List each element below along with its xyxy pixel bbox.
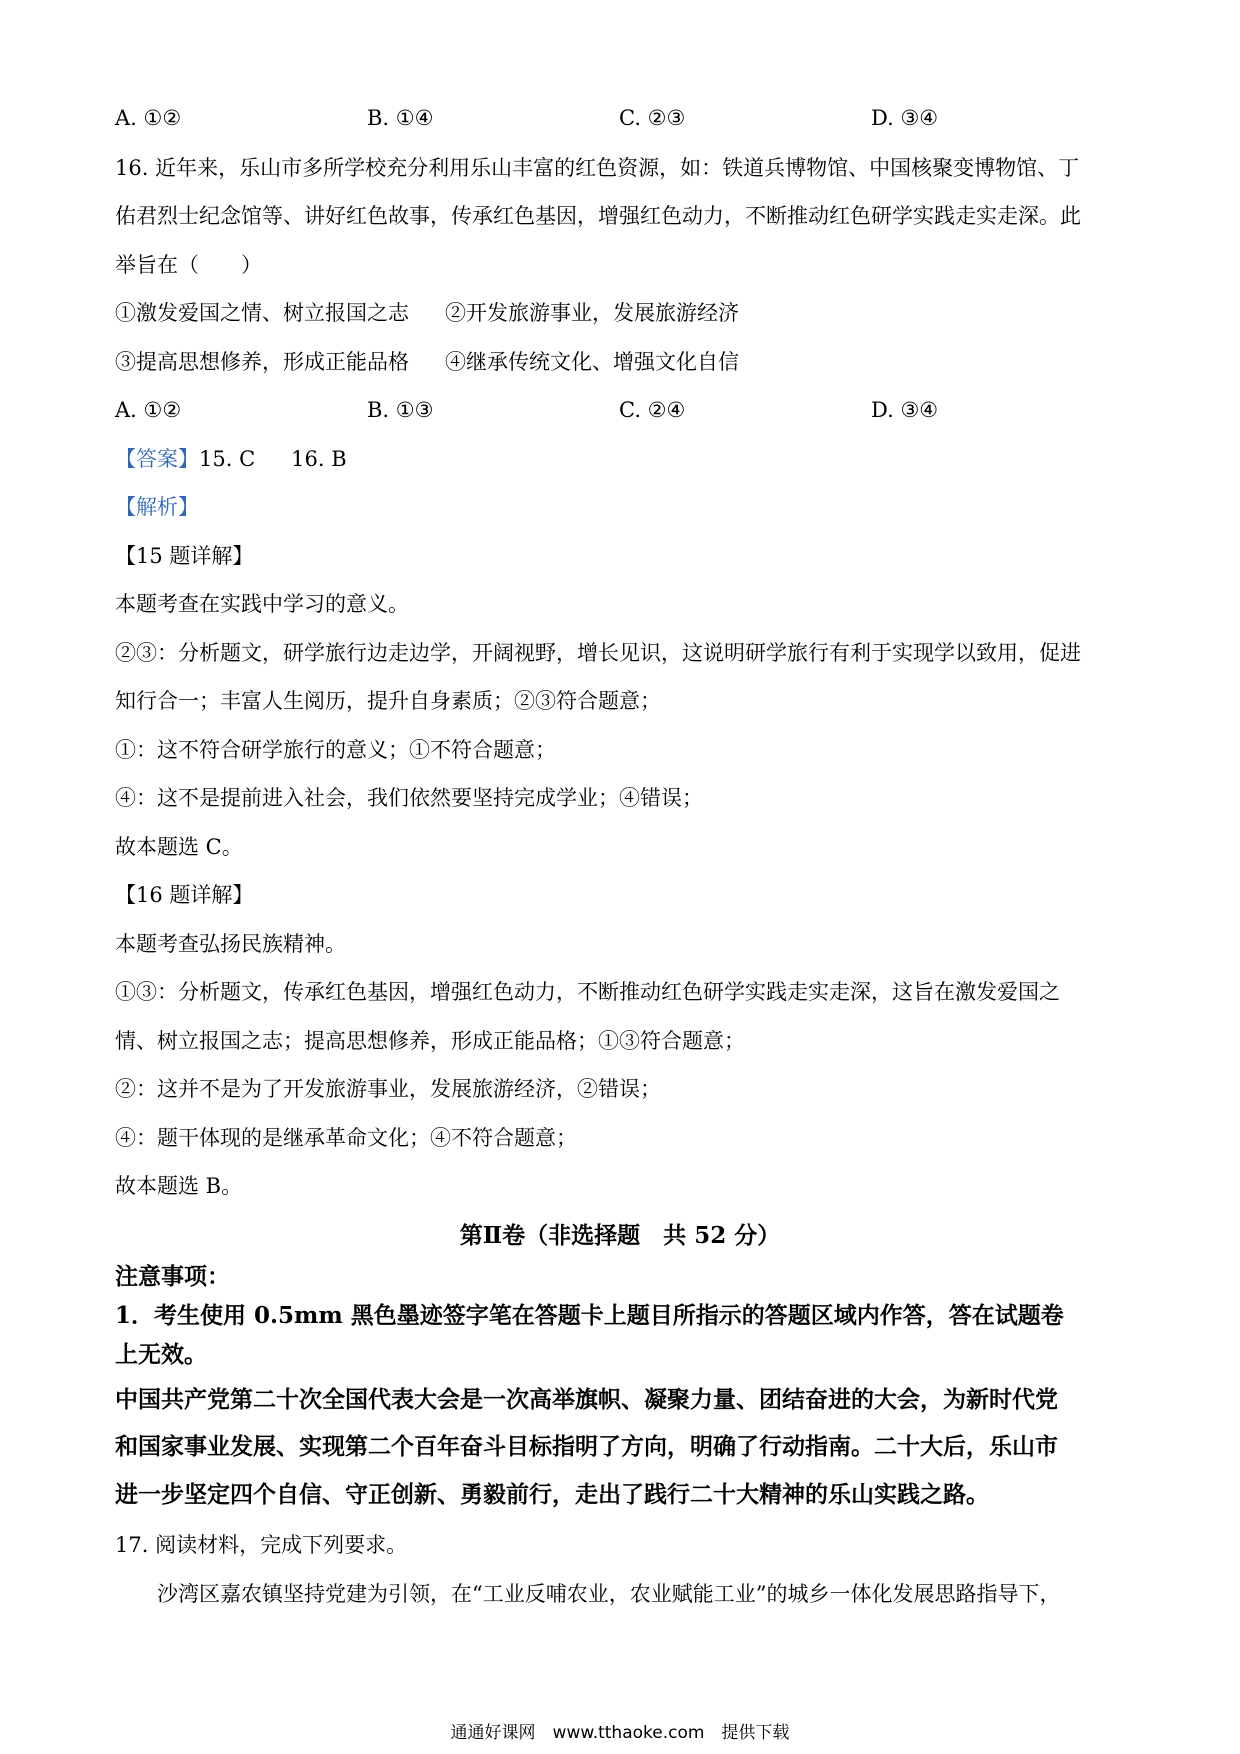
notice-rule-1: 1．考生使用 0.5mm 黑色墨迹签字笔在答题卡上题目所指示的答题区域内作答，答在试题卷: [115, 1302, 1064, 1329]
intro-line-2: 和国家事业发展、实现第二个百年奋斗目标指明了方向，明确了行动指南。二十大后，乐山市: [115, 1433, 1058, 1460]
q16-options: [115, 396, 1125, 424]
q15-detail-line: ①：这不符合研学旅行的意义；①不符合题意；: [115, 738, 556, 762]
q16-choices-row-2: [115, 348, 1125, 376]
q15-option-a: A. ①②: [115, 106, 182, 130]
q17-stem: 17. 阅读材料，完成下列要求。: [115, 1533, 408, 1557]
notice-heading: 注意事项：: [115, 1263, 230, 1290]
q15-detail-line: ②③：分析题文，研学旅行边走边学，开阔视野，增长见识，这说明研学旅行有利于实现学以致用，促进: [115, 641, 1081, 665]
q16-detail-heading: 【16 题详解】: [115, 883, 254, 907]
q16-choices-row-1: [115, 299, 1125, 327]
intro-line-3: 进一步坚定四个自信、守正创新、勇毅前行，走出了践行二十大精神的乐山实践之路。: [115, 1481, 989, 1508]
q16-option-d: D. ③④: [871, 398, 939, 422]
q16-detail-line: ①③：分析题文，传承红色基因，增强红色动力，不断推动红色研学实践走实走深，这旨在激发爱国之: [115, 980, 1060, 1004]
q16-option-a: A. ①②: [115, 398, 182, 422]
q16-option-b: B. ①③: [367, 398, 434, 422]
q16-detail-line: 故本题选 B。: [115, 1174, 243, 1198]
q16-option-c: C. ②④: [619, 398, 686, 422]
q16-detail-line: ②：这并不是为了开发旅游事业，发展旅游经济，②错误；: [115, 1077, 661, 1101]
q15-option-d: D. ③④: [871, 106, 939, 130]
q17-material-line-1: 沙湾区嘉农镇坚持党建为引领，在“工业反哺农业，农业赋能工业”的城乡一体化发展思路指导下，: [157, 1582, 1061, 1606]
q15-detail-heading: 【15 题详解】: [115, 544, 254, 568]
answer-line: [115, 445, 1125, 473]
analysis-label: 【解析】: [115, 495, 199, 519]
q15-options: [115, 104, 1125, 132]
q15-option-b: B. ①④: [367, 106, 434, 130]
section-2-title: 第Ⅱ卷（非选择题 共 52 分）: [459, 1222, 781, 1249]
q16-stem-line-1: 16. 近年来，乐山市多所学校充分利用乐山丰富的红色资源，如：铁道兵博物馆、中国核聚变博物馆、丁: [115, 156, 1080, 180]
page-footer: 通通好课网 www.tthaoke.com 提供下载: [450, 1723, 790, 1743]
q16-detail-line: 本题考查弘扬民族精神。: [115, 932, 346, 956]
answer-label: 【答案】: [115, 447, 199, 471]
q15-detail-line: 故本题选 C。: [115, 835, 243, 859]
q16-choice-4: ④继承传统文化、增强文化自信: [445, 350, 739, 374]
q15-detail-line: ④：这不是提前进入社会，我们依然要坚持完成学业；④错误；: [115, 786, 703, 810]
answer-q16: 16. B: [291, 447, 347, 471]
q15-option-c: C. ②③: [619, 106, 686, 130]
q16-detail-line: 情、树立报国之志；提高思想修养，形成正能品格；①③符合题意；: [115, 1029, 745, 1053]
q15-detail-line: 知行合一；丰富人生阅历，提升自身素质；②③符合题意；: [115, 689, 661, 713]
answer-q15: 15. C: [199, 447, 256, 471]
q16-stem-line-2: 佑君烈士纪念馆等、讲好红色故事，传承红色基因，增强红色动力，不断推动红色研学实践走实走深。此: [115, 204, 1081, 228]
q15-detail-line: 本题考查在实践中学习的意义。: [115, 592, 409, 616]
q16-detail-line: ④：题干体现的是继承革命文化；④不符合题意；: [115, 1126, 577, 1150]
q16-choice-3: ③提高思想修养，形成正能品格: [115, 350, 409, 374]
q16-choice-1: ①激发爱国之情、树立报国之志: [115, 301, 409, 325]
q16-choice-2: ②开发旅游事业，发展旅游经济: [445, 301, 739, 325]
notice-rule-1-cont: 上无效。: [115, 1341, 207, 1368]
intro-line-1: 中国共产党第二十次全国代表大会是一次高举旗帜、凝聚力量、团结奋进的大会，为新时代党: [115, 1386, 1058, 1413]
q16-stem-line-3: 举旨在（ ）: [115, 253, 262, 277]
